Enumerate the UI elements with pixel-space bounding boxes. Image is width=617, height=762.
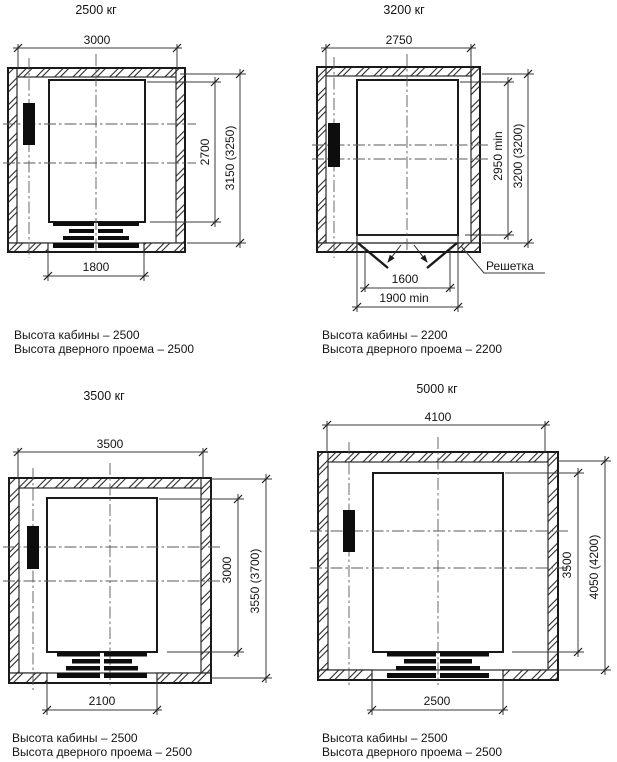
dim-shaft-depth xyxy=(180,69,246,248)
counterweight xyxy=(328,123,340,167)
shaft-width-value: 4100 xyxy=(424,410,452,424)
shaft-depth-value: 3150 (3250) xyxy=(223,125,237,191)
shaft-depth-value: 3550 (3700) xyxy=(248,548,262,614)
notes xyxy=(14,328,194,356)
capacity-label: 3200 кг xyxy=(383,3,425,17)
dim-door-width xyxy=(367,680,508,715)
door-height-note: Высота дверного проема – 2500 xyxy=(14,342,195,356)
dim-shaft-width xyxy=(321,33,476,67)
counterweight xyxy=(23,103,35,145)
dim-cab-depth xyxy=(460,77,514,240)
centerlines xyxy=(310,437,568,688)
dim-door-width xyxy=(43,252,149,281)
cab-depth-value: 2700 xyxy=(198,138,212,166)
door-height-note: Высота дверного проема – 2200 xyxy=(322,342,503,356)
grille-label: Решетка xyxy=(486,259,534,273)
door-height-note: Высота дверного проема – 2500 xyxy=(322,745,503,759)
dim-shaft-width xyxy=(13,437,208,478)
plan-3500kg xyxy=(0,375,300,762)
cab-height-note: Высота кабины – 2500 xyxy=(322,731,448,745)
door-height-note: Высота дверного проема – 2500 xyxy=(12,745,193,759)
shaft-width-value: 3000 xyxy=(83,33,111,47)
plan-3200kg xyxy=(300,0,617,375)
dim-door-clear xyxy=(360,247,455,292)
dim-door-width xyxy=(42,683,162,715)
shaft-walls xyxy=(8,68,185,252)
capacity-label: 5000 кг xyxy=(416,382,458,396)
plan-5000kg xyxy=(300,375,617,762)
plan-2500kg xyxy=(0,0,300,375)
shaft-depth-value: 3200 (3200) xyxy=(511,123,525,189)
door-width-value: 1800 xyxy=(82,260,110,274)
grille-band xyxy=(357,235,458,243)
dim-cab-depth xyxy=(505,468,584,657)
cab-depth-value: 3000 xyxy=(220,556,234,584)
shaft-depth-value: 4050 (4200) xyxy=(587,534,601,600)
cab-height-note: Высота кабины – 2500 xyxy=(12,731,138,745)
dim-shaft-width xyxy=(322,410,550,452)
notes xyxy=(322,731,502,759)
capacity-label: 3500 кг xyxy=(83,389,125,403)
door-width-value: 2500 xyxy=(423,694,451,708)
swing-doors xyxy=(358,243,457,268)
centerlines xyxy=(3,54,196,258)
dim-shaft-width xyxy=(13,33,182,68)
counterweight xyxy=(27,526,39,569)
shaft-outer-contour xyxy=(8,68,185,252)
cab-depth-value: 3500 xyxy=(560,551,574,579)
cab-height-note: Высота кабины – 2500 xyxy=(14,328,140,342)
shaft-walls xyxy=(317,67,480,252)
cab-outline xyxy=(47,498,157,652)
door-panels xyxy=(57,652,147,678)
cab-height-note: Высота кабины – 2200 xyxy=(322,328,448,342)
door-width-value: 2100 xyxy=(88,694,116,708)
shaft-width-value: 2750 xyxy=(385,33,413,47)
notes xyxy=(322,328,502,356)
shaft-width-value: 3500 xyxy=(96,437,124,451)
cab-depth-value: 2950 min xyxy=(491,131,505,181)
cab-outline xyxy=(357,80,458,235)
door-width-value: 1900 min xyxy=(379,291,429,305)
shaft-outer-contour xyxy=(317,67,480,252)
counterweight xyxy=(343,510,355,552)
capacity-label: 2500 кг xyxy=(75,3,117,17)
notes xyxy=(12,731,192,759)
cab-outline xyxy=(49,80,145,222)
door-clear-value: 1600 xyxy=(391,272,419,286)
